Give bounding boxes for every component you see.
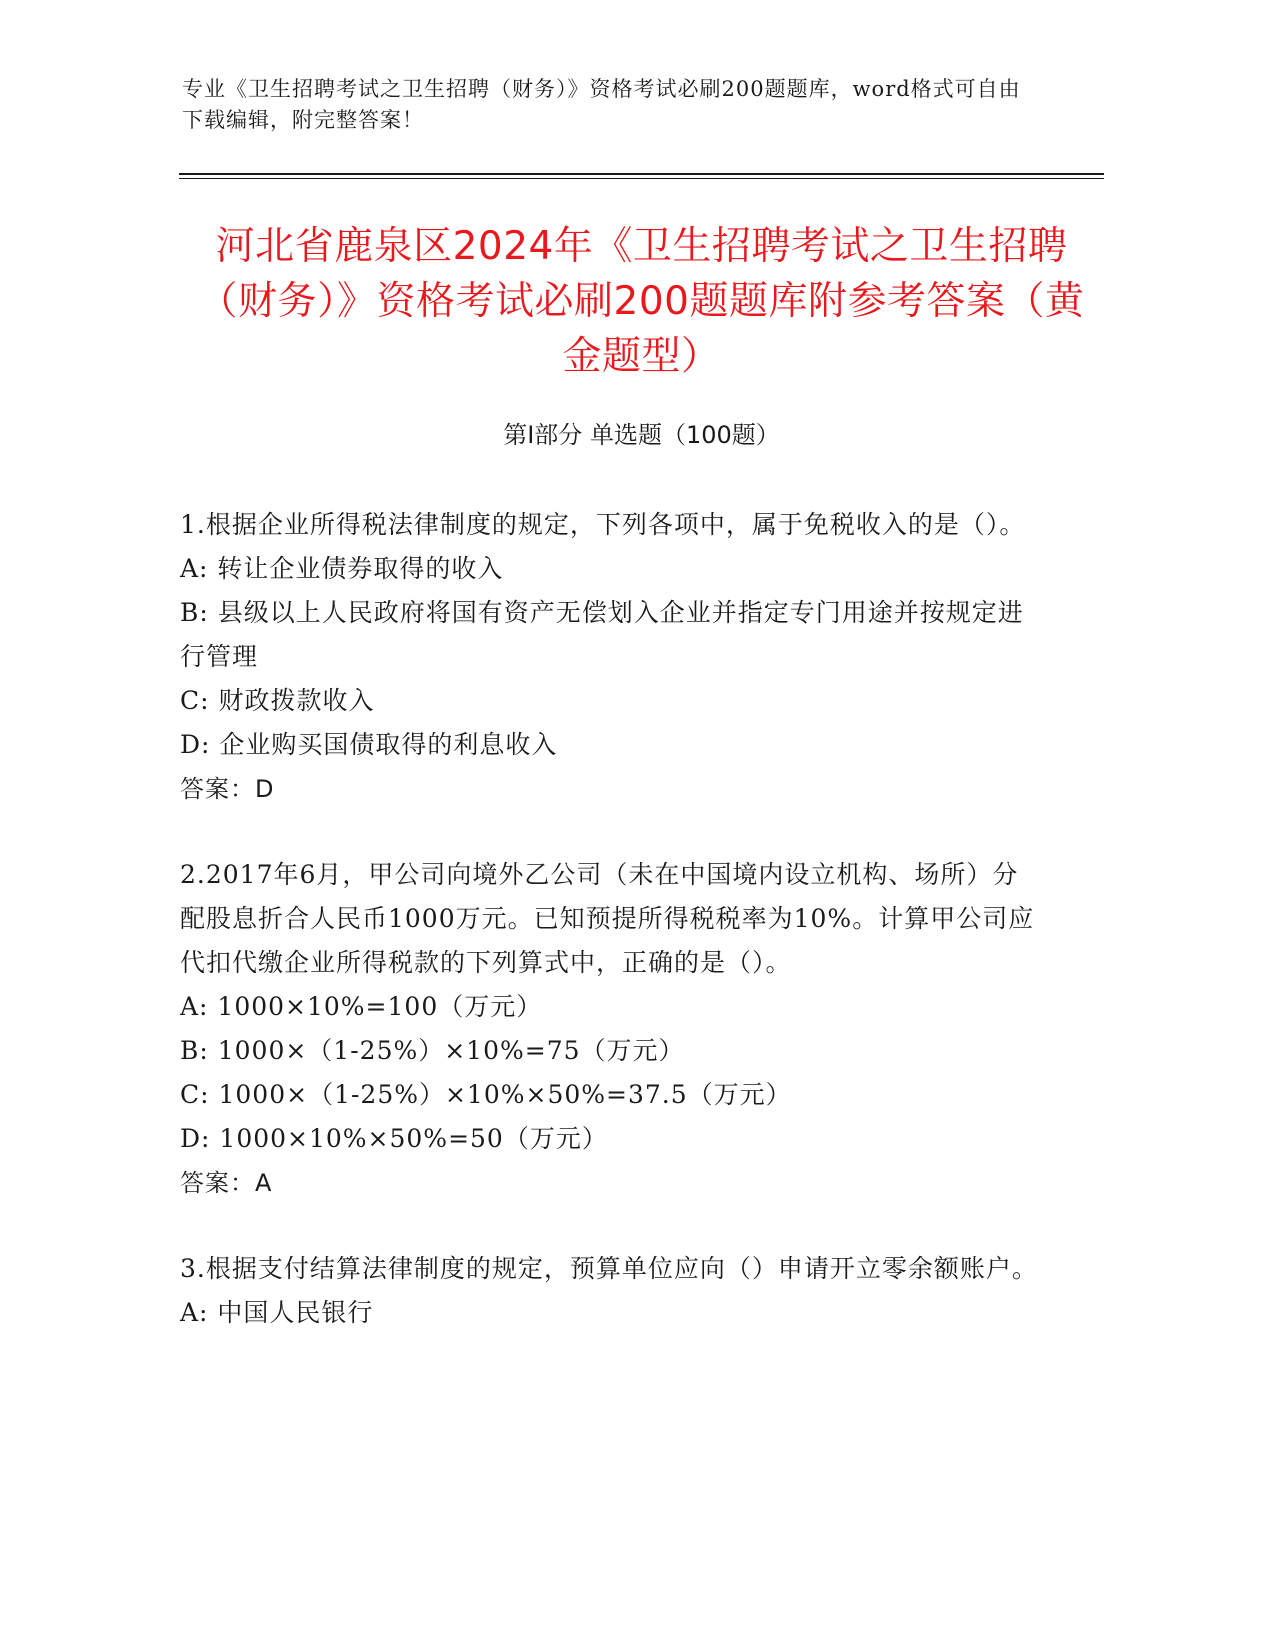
- question-stem: 1.根据企业所得税法律制度的规定，下列各项中，属于免税收入的是（）。: [180, 510, 1026, 539]
- answer-text: 答案：D: [180, 775, 275, 803]
- answer-text: 答案：A: [180, 1169, 273, 1197]
- document-title: 河北省鹿泉区2024年《卫生招聘考试之卫生招聘（财务）》资格考试必刷200题题库附参考答案（黄金题型）: [198, 224, 1085, 379]
- header-note: 专业《卫生招聘考试之卫生招聘（财务）》资格考试必刷200题题库，word格式可自由下载编辑，附完整答案！: [182, 77, 1021, 132]
- question-list: [180, 503, 1040, 1335]
- option-b: B: 1000×（1-25%）×10%=75（万元）: [180, 1036, 685, 1065]
- option-b: B: 县级以上人民政府将国有资产无偿划入企业并指定专门用途并按规定进行管理: [180, 598, 1024, 671]
- question-item: [180, 503, 1040, 811]
- header-divider: [179, 173, 1104, 175]
- question-item: [180, 853, 1040, 1205]
- option-a: A: 1000×10%=100（万元）: [180, 992, 543, 1021]
- option-a: A: 中国人民银行: [180, 1298, 374, 1327]
- question-stem: 2.2017年6月，甲公司向境外乙公司（未在中国境内设立机构、场所）分配股息折合人民币1000万元。已知预提所得税税率为10%。计算甲公司应代扣代缴企业所得税款的下列算式中，正确的是（）。: [180, 860, 1035, 977]
- section-title: 第I部分 单选题（100题）: [503, 421, 780, 449]
- option-d: D: 企业购买国债取得的利息收入: [180, 730, 558, 759]
- option-d: D: 1000×10%×50%=50（万元）: [180, 1124, 608, 1153]
- option-c: C: 1000×（1-25%）×10%×50%=37.5（万元）: [180, 1080, 792, 1109]
- option-a: A: 转让企业债券取得的收入: [180, 554, 504, 583]
- option-c: C: 财政拨款收入: [180, 686, 375, 715]
- header-divider-thin: [179, 178, 1104, 179]
- question-item: [180, 1247, 1040, 1335]
- question-stem: 3.根据支付结算法律制度的规定，预算单位应向（）申请开立零余额账户。: [180, 1254, 1038, 1283]
